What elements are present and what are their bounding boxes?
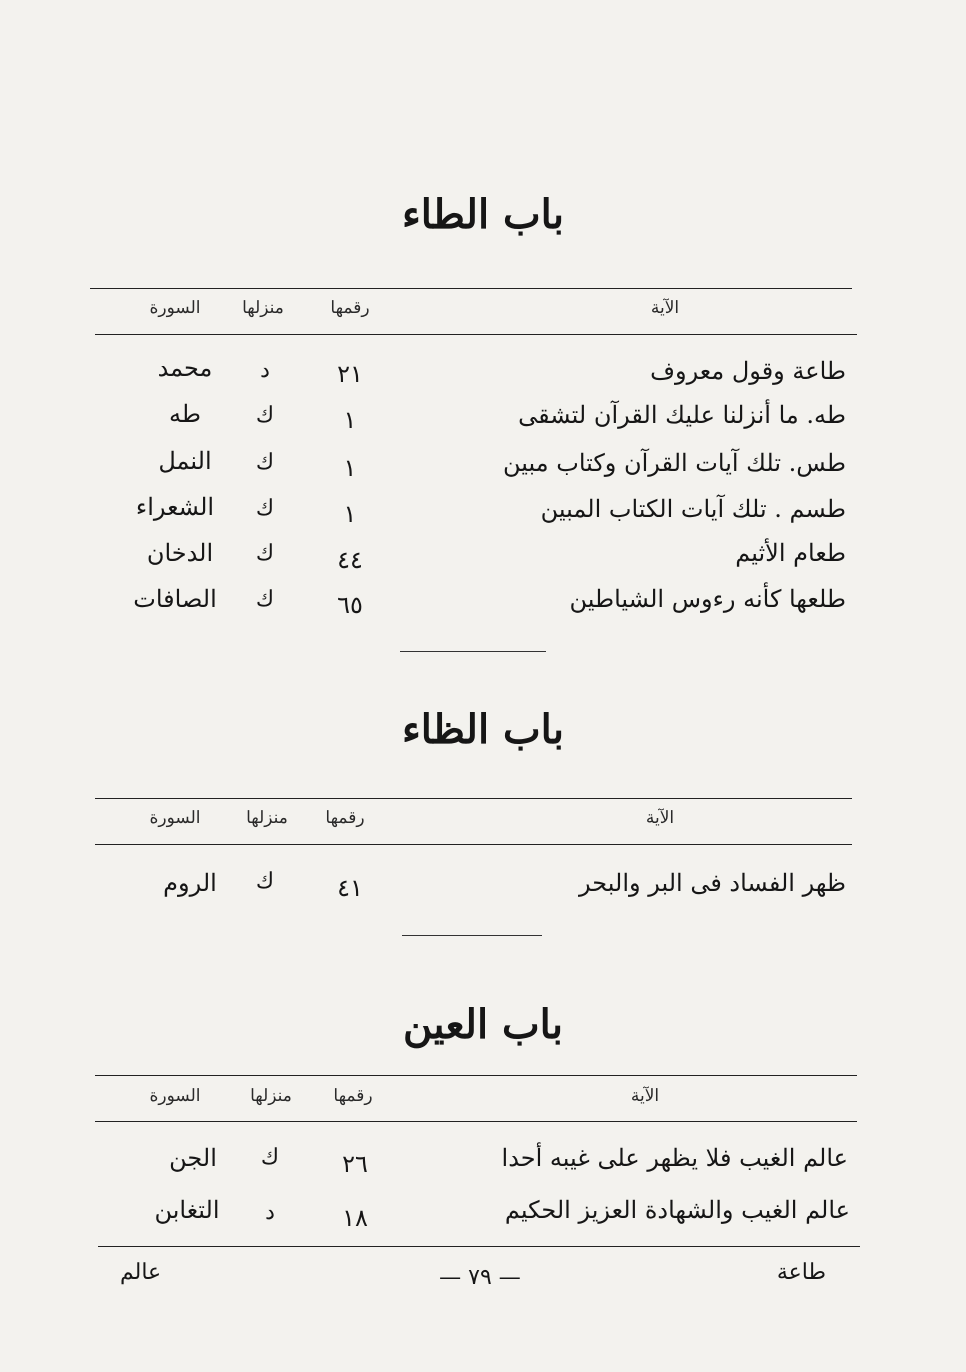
table-row-sura: الشعراء	[135, 493, 215, 521]
header-verse: الآية	[630, 1086, 660, 1106]
table-row-sura: الروم	[163, 869, 217, 897]
table-row-number: ١	[343, 500, 357, 528]
header-top-rule	[90, 288, 852, 289]
table-row-number: ٤٤	[337, 546, 363, 574]
table-row-sura: التغابن	[154, 1196, 220, 1224]
table-row-sura: الصافات	[133, 585, 217, 613]
table-row-verse: طاعة وقول معروف	[650, 357, 846, 385]
table-row-number: ١	[343, 406, 357, 434]
table-row-verse: ظهر الفساد فى البر والبحر	[579, 869, 846, 897]
header-number: رقمها	[325, 808, 365, 828]
table-row-revelation: ك	[255, 541, 275, 566]
table-row-number: ٢١	[337, 360, 363, 388]
table-row-revelation: ك	[260, 1145, 280, 1170]
header-revelation: منزلها	[246, 808, 288, 828]
header-number: رقمها	[333, 1086, 373, 1106]
table-row-revelation: ك	[255, 450, 275, 475]
table-row-number: ١	[343, 454, 357, 482]
table-row-sura: الجن	[169, 1144, 217, 1172]
header-top-rule	[95, 798, 852, 799]
table-row-sura: الدخان	[146, 539, 214, 567]
table-row-revelation: ك	[255, 587, 275, 612]
header-bottom-rule	[95, 1121, 857, 1122]
section-divider	[400, 651, 546, 652]
footer-rule	[98, 1246, 860, 1247]
table-row-sura: النمل	[158, 447, 212, 475]
table-row-revelation: د	[260, 358, 270, 383]
header-number: رقمها	[330, 298, 370, 318]
footer-last-word: عالم	[120, 1260, 162, 1285]
table-row-revelation: ك	[255, 496, 275, 521]
table-row-sura: محمد	[157, 354, 213, 382]
header-sura: السورة	[149, 808, 201, 828]
table-row-revelation: د	[265, 1200, 275, 1225]
table-row-verse: طعام الأثيم	[735, 539, 846, 567]
table-row-verse: طلعها كأنه رءوس الشياطين	[569, 585, 846, 613]
table-row-number: ١٨	[342, 1204, 368, 1232]
header-verse: الآية	[645, 808, 675, 828]
table-row-verse: طسم . تلك آيات الكتاب المبين	[540, 495, 846, 523]
table-row-verse: طه. ما أنزلنا عليك القرآن لتشقى	[518, 401, 846, 429]
section-title-zaa: باب الظاء	[401, 706, 564, 753]
table-row-number: ٢٦	[342, 1150, 368, 1178]
header-bottom-rule	[95, 844, 852, 845]
table-row-number: ٦٥	[337, 591, 363, 619]
header-revelation: منزلها	[242, 298, 284, 318]
section-title-taa: باب الطاء	[401, 191, 564, 238]
header-sura: السورة	[149, 298, 201, 318]
header-revelation: منزلها	[250, 1086, 292, 1106]
table-row-verse: عالم الغيب والشهادة العزيز الحكيم	[504, 1196, 850, 1224]
header-verse: الآية	[650, 298, 680, 318]
footer-first-word: طاعة	[776, 1260, 826, 1285]
table-row-revelation: ك	[255, 869, 275, 894]
section-title-ain: باب العين	[402, 1001, 564, 1048]
table-row-number: ٤١	[337, 874, 363, 902]
section-divider	[402, 935, 542, 936]
header-bottom-rule	[95, 334, 857, 335]
header-sura: السورة	[149, 1086, 201, 1106]
page-number: — ٧٩ —	[439, 1265, 521, 1290]
table-row-verse: عالم الغيب فلا يظهر على غيبه أحدا	[501, 1144, 848, 1172]
table-row-sura: طه	[169, 400, 201, 428]
header-top-rule	[95, 1075, 857, 1076]
table-row-verse: طس. تلك آيات القرآن وكتاب مبين	[502, 449, 846, 477]
table-row-revelation: ك	[255, 403, 275, 428]
